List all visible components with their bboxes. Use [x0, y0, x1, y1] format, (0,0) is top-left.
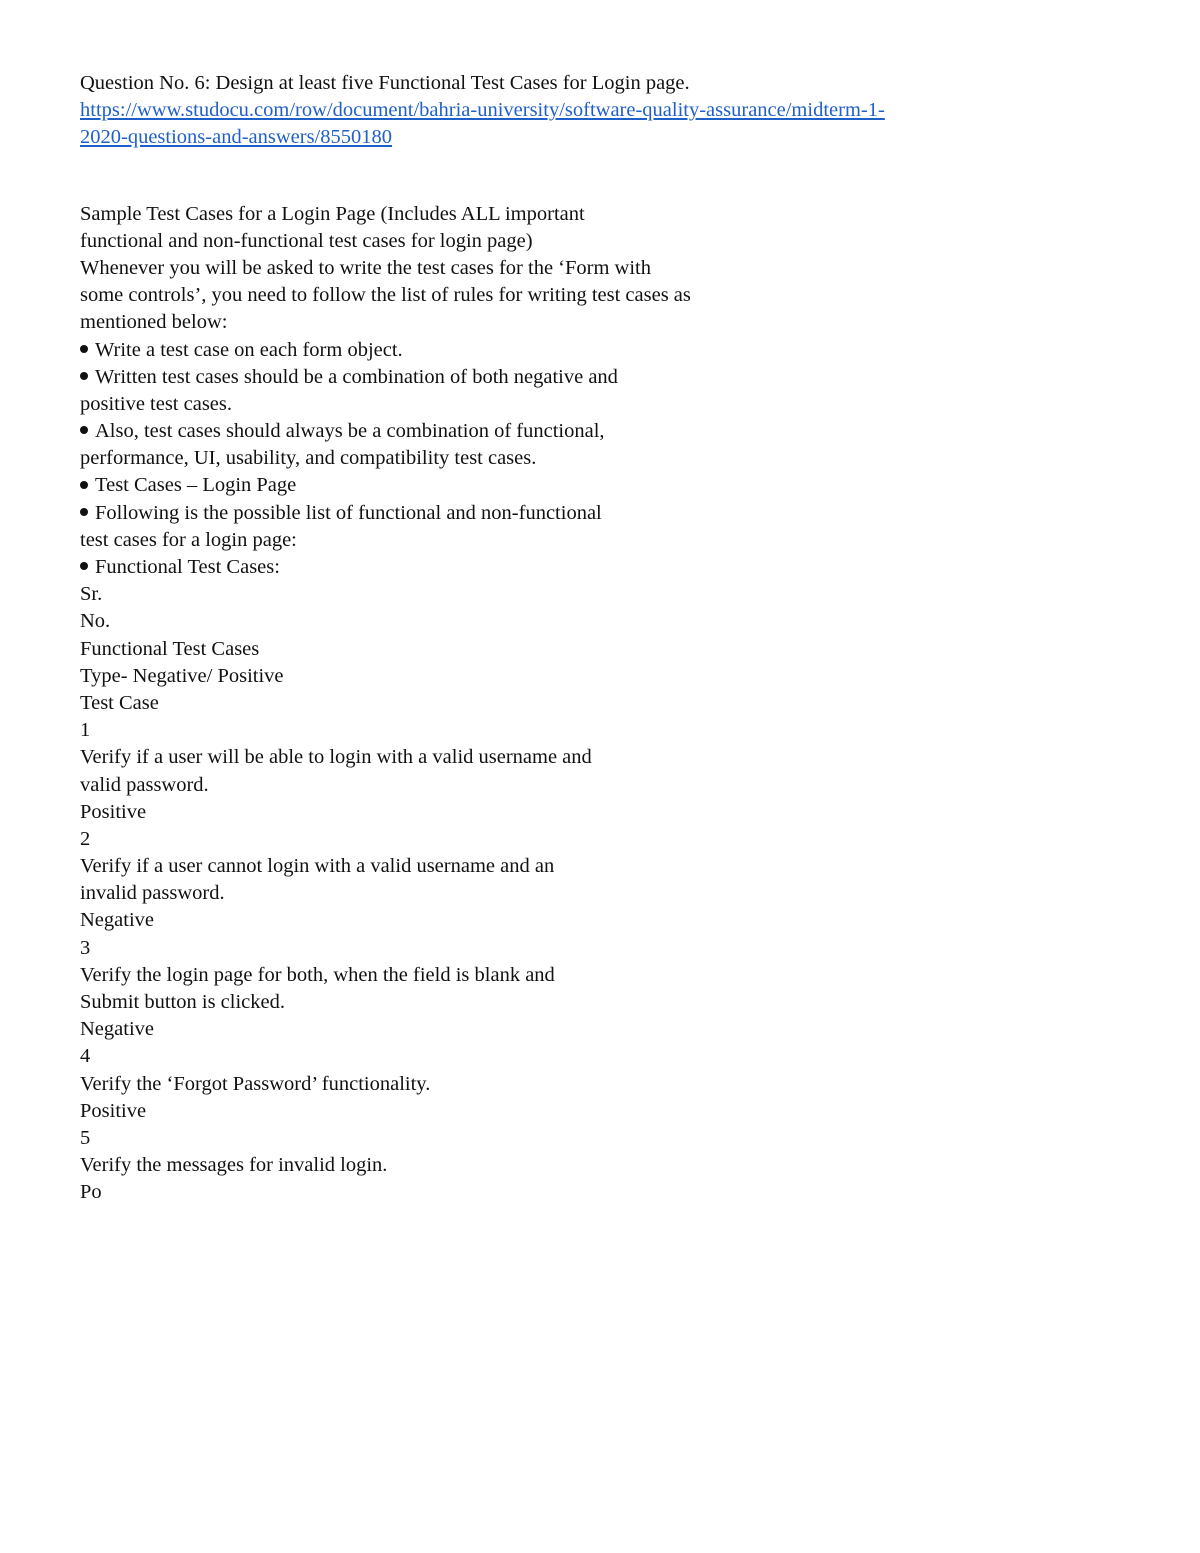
bullet-icon — [80, 508, 88, 516]
table-header-cell: Sr. — [80, 583, 103, 606]
case-type: Positive — [80, 800, 147, 823]
case-description: Verify the ‘Forgot Password’ functionality. — [80, 1072, 431, 1095]
bullet-icon — [80, 562, 88, 570]
case-type: Positive — [80, 1099, 147, 1122]
bullet-item — [80, 418, 1140, 445]
case-type: Po — [80, 1181, 102, 1204]
case-number: 4 — [80, 1045, 91, 1068]
case-type: Negative — [80, 909, 154, 932]
case-number: 1 — [80, 719, 91, 742]
source-link-line-2[interactable]: 2020-questions-and-answers/8550180 — [80, 126, 393, 149]
table-header-cell: Functional Test Cases — [80, 637, 260, 660]
question-heading: Question No. 6: Design at least five Functional Test Cases for Login page. — [80, 72, 690, 94]
case-description: Verify if a user cannot login with a valid username and an — [80, 855, 555, 878]
intro-line: Sample Test Cases for a Login Page (Includes ALL important — [80, 202, 585, 225]
table-header-cell: Test Case — [80, 691, 159, 714]
paragraph-gap — [80, 152, 1140, 201]
table-header-cell: Type- Negative/ Positive — [80, 664, 284, 687]
table-header-cell: No. — [80, 610, 111, 633]
bullet-text: Write a test case on each form object. — [95, 338, 403, 361]
bullet-text: Functional Test Cases: — [95, 556, 280, 578]
case-description: Verify the messages for invalid login. — [80, 1154, 388, 1177]
source-link-line-1[interactable]: https://www.studocu.com/row/document/bahria-university/software-quality-assurance/midterm-1- — [80, 99, 885, 122]
bullet-item — [80, 554, 1140, 581]
intro-line: Whenever you will be asked to write the test cases for the ‘Form with — [80, 256, 651, 279]
bullet-text: Following is the possible list of functional and non-functional — [95, 501, 602, 524]
bullet-icon — [80, 372, 88, 380]
bullet-item — [80, 500, 1140, 527]
bullet-text: Written test cases should be a combination of both negative and — [95, 365, 618, 388]
case-number: 5 — [80, 1126, 91, 1149]
bullet-icon — [80, 426, 88, 434]
bullet-item — [80, 337, 1140, 364]
case-number: 2 — [80, 827, 91, 850]
bullet-text: Test Cases – Login Page — [95, 474, 297, 497]
bullet-continuation: positive test cases. — [80, 392, 233, 415]
intro-line: functional and non-functional test cases for login page) — [80, 229, 533, 252]
bullet-item — [80, 364, 1140, 391]
bullet-icon — [80, 481, 88, 489]
bullet-icon — [80, 345, 88, 353]
case-description: invalid password. — [80, 882, 225, 905]
document-page — [80, 70, 1140, 1207]
case-description: Verify if a user will be able to login with a valid username and — [80, 746, 592, 769]
case-type: Negative — [80, 1018, 154, 1041]
case-description: Verify the login page for both, when the field is blank and — [80, 963, 555, 986]
case-description: Submit button is clicked. — [80, 991, 285, 1013]
case-description: valid password. — [80, 773, 209, 796]
bullet-continuation: performance, UI, usability, and compatibility test cases. — [80, 447, 537, 470]
bullet-continuation: test cases for a login page: — [80, 528, 297, 551]
case-number: 3 — [80, 936, 91, 959]
bullet-text: Also, test cases should always be a combination of functional, — [95, 420, 605, 443]
bullet-item — [80, 472, 1140, 499]
intro-line: some controls’, you need to follow the list of rules for writing test cases as — [80, 284, 691, 307]
intro-line: mentioned below: — [80, 311, 228, 334]
